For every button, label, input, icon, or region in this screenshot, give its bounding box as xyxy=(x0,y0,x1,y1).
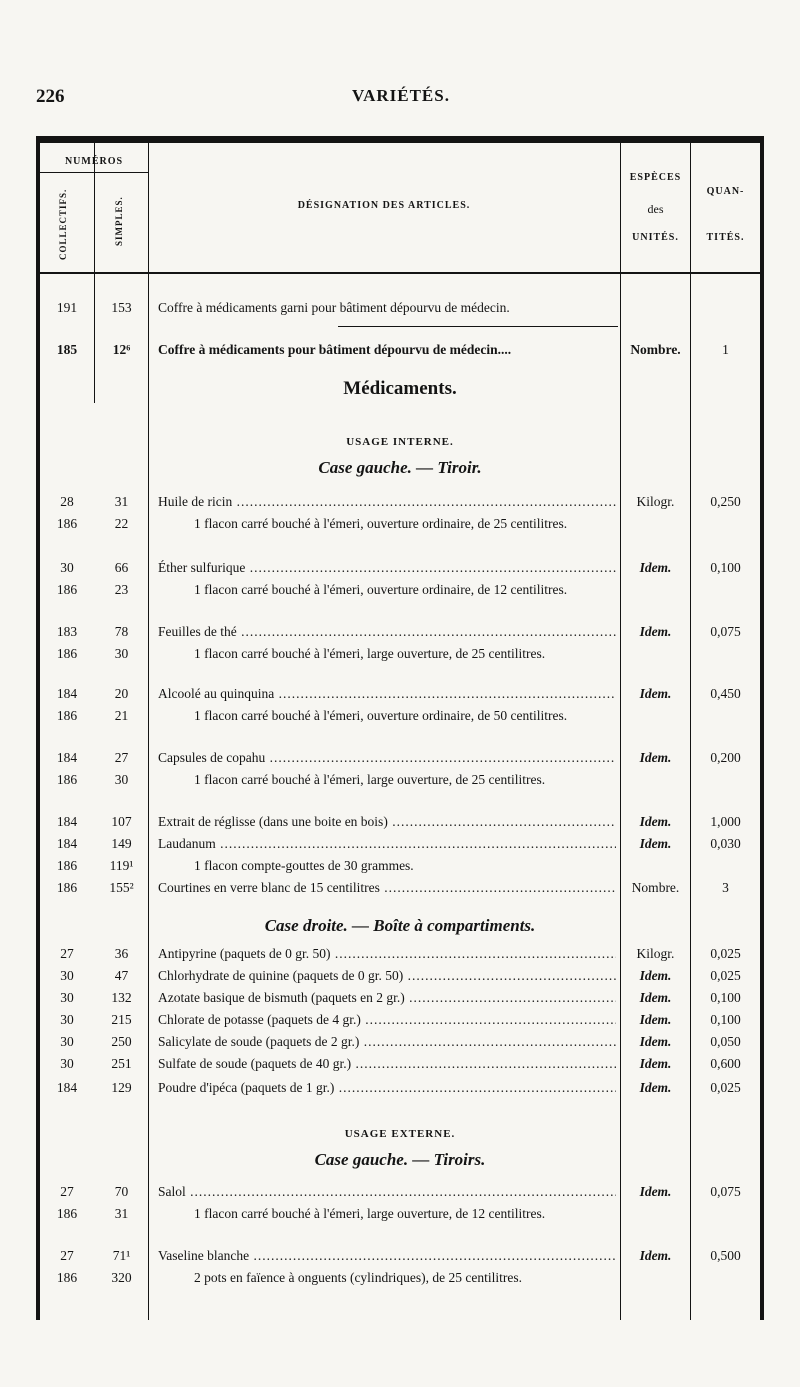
collectif-number: 28 xyxy=(60,494,74,509)
collectif-number: 27 xyxy=(60,1184,74,1199)
designation: 1 flacon carré bouché à l'émeri, ouverture ordinaire, de 25 centilitres. xyxy=(194,516,568,531)
quantite: 0,025 xyxy=(710,1080,741,1095)
espece: Idem. xyxy=(639,968,672,983)
simple-number: 30 xyxy=(114,772,129,787)
page-number: 226 xyxy=(36,86,65,107)
header-bottom-rule xyxy=(40,272,760,274)
simple-number: 107 xyxy=(111,814,132,829)
quantite: 0,450 xyxy=(710,686,741,701)
designation: Azotate basique de bismuth (paquets en 2 gr.) ..... xyxy=(158,990,616,1006)
collectif-number: 30 xyxy=(60,1034,74,1049)
simple-number: 21 xyxy=(114,708,129,723)
page-header xyxy=(36,86,766,112)
header-simples: SIMPLES. xyxy=(114,196,124,246)
simple-number: 71¹ xyxy=(112,1248,131,1263)
quantite: 0,600 xyxy=(710,1056,741,1071)
designation: Alcoolé au quinquina ..... xyxy=(158,686,616,702)
designation: Salol ..... xyxy=(158,1184,616,1200)
quantite: 0,250 xyxy=(710,494,741,509)
quantite: 0,100 xyxy=(710,990,741,1005)
espece: Idem. xyxy=(639,686,672,701)
designation: Coffre à médicaments pour bâtiment dépourvu de médecin.... xyxy=(158,342,512,357)
designation: 1 flacon carré bouché à l'émeri, large ouverture, de 25 centilitres. xyxy=(194,646,546,661)
espece: Kilogr. xyxy=(636,494,675,509)
simple-number: 153 xyxy=(111,300,132,315)
simple-number: 215 xyxy=(111,1012,132,1027)
table-top-rule xyxy=(36,136,764,143)
designation: Poudre d'ipéca (paquets de 1 gr.) ..... xyxy=(158,1080,616,1096)
espece: Idem. xyxy=(639,624,672,639)
header-numeros: NUMÉROS xyxy=(64,156,124,167)
collectif-number: 186 xyxy=(56,1270,78,1285)
designation: 2 pots en faïence à onguents (cylindriques), de 25 centilitres. xyxy=(194,1270,523,1285)
espece: Idem. xyxy=(639,836,672,851)
simple-number: 149 xyxy=(111,836,132,851)
designation: Antipyrine (paquets de 0 gr. 50) ..... xyxy=(158,946,616,962)
collectif-number: 30 xyxy=(60,560,74,575)
designation: Chlorhydrate de quinine (paquets de 0 gr. 50) ..... xyxy=(158,968,616,984)
collectif-number: 186 xyxy=(56,1206,78,1221)
quantite: 3 xyxy=(722,880,729,895)
simple-number: 251 xyxy=(111,1056,132,1071)
espece: Nombre. xyxy=(630,342,681,357)
collectif-number: 184 xyxy=(56,1080,78,1095)
simple-number: 78 xyxy=(114,624,129,639)
collectif-number: 191 xyxy=(56,300,78,315)
collectif-number: 186 xyxy=(56,582,78,597)
simple-number: 36 xyxy=(114,946,129,961)
section-case-gauche-tiroir: Case gauche. — Tiroir. xyxy=(318,458,482,477)
quantite: 0,100 xyxy=(710,560,741,575)
designation: 1 flacon carré bouché à l'émeri, ouverture ordinaire, de 12 centilitres. xyxy=(194,582,568,597)
quantite: 0,025 xyxy=(710,968,741,983)
designation: 1 flacon carré bouché à l'émeri, large ouverture, de 25 centilitres. xyxy=(194,772,546,787)
simple-number: 320 xyxy=(111,1270,132,1285)
collectif-number: 184 xyxy=(56,750,78,765)
espece: Idem. xyxy=(639,814,672,829)
section-case-gauche-tiroirs: Case gauche. — Tiroirs. xyxy=(314,1150,486,1169)
collectif-number: 186 xyxy=(56,880,78,895)
section-case-droite: Case droite. — Boîte à compartiments. xyxy=(264,916,536,935)
simple-number: 132 xyxy=(111,990,132,1005)
espece: Idem. xyxy=(639,1056,672,1071)
simple-number: 47 xyxy=(114,968,129,983)
designation: Coffre à médicaments garni pour bâtiment dépourvu de médecin. xyxy=(158,300,510,315)
espece: Idem. xyxy=(639,560,672,575)
espece: Idem. xyxy=(639,1034,672,1049)
quantite: 1 xyxy=(722,342,729,357)
collectif-number: 27 xyxy=(60,946,74,961)
simple-number: 30 xyxy=(114,646,129,661)
table-right-rule xyxy=(760,136,764,1320)
designation: Extrait de réglisse (dans une boite en bois) ..... xyxy=(158,814,616,830)
espece: Idem. xyxy=(639,1080,672,1095)
collectif-number: 186 xyxy=(56,708,78,723)
designation: Sulfate de soude (paquets de 40 gr.) ..... xyxy=(158,1056,616,1072)
collectif-number: 30 xyxy=(60,968,74,983)
header-unites: UNITÉS. xyxy=(632,232,679,243)
designation: 1 flacon compte-gouttes de 30 grammes. xyxy=(194,858,414,873)
designation: Éther sulfurique ..... xyxy=(158,560,616,576)
espece: Idem. xyxy=(639,750,672,765)
collectif-number: 186 xyxy=(56,516,78,531)
simple-number: 66 xyxy=(114,560,129,575)
espece: Idem. xyxy=(639,1012,672,1027)
simple-number: 23 xyxy=(114,582,129,597)
simple-number: 250 xyxy=(111,1034,132,1049)
collectif-number: 186 xyxy=(56,772,78,787)
collectif-number: 30 xyxy=(60,990,74,1005)
designation: Feuilles de thé ..... xyxy=(158,624,616,640)
espece: Idem. xyxy=(639,990,672,1005)
designation: 1 flacon carré bouché à l'émeri, ouverture ordinaire, de 50 centilitres. xyxy=(194,708,568,723)
running-head: VARIÉTÉS. xyxy=(352,86,450,105)
header-quantites: QUAN- xyxy=(706,186,745,197)
designation: Capsules de copahu ..... xyxy=(158,750,616,766)
col-divider xyxy=(690,143,691,1320)
designation: Chlorate de potasse (paquets de 4 gr.) ..... xyxy=(158,1012,616,1028)
espece: Idem. xyxy=(639,1248,672,1263)
simple-number: 27 xyxy=(114,750,129,765)
collectif-number: 185 xyxy=(56,342,78,357)
quantite: 0,025 xyxy=(710,946,741,961)
collectif-number: 184 xyxy=(56,836,78,851)
quantite: 0,075 xyxy=(710,624,741,639)
simple-number: 22 xyxy=(114,516,129,531)
quantite: 0,075 xyxy=(710,1184,741,1199)
simple-number: 12⁶ xyxy=(112,342,131,357)
collectif-number: 30 xyxy=(60,1012,74,1027)
quantite: 0,030 xyxy=(710,836,741,851)
collectif-number: 183 xyxy=(56,624,78,639)
section-usage-interne: USAGE INTERNE. xyxy=(346,436,454,448)
collectif-number: 186 xyxy=(56,646,78,661)
simple-number: 70 xyxy=(114,1184,129,1199)
collectif-number: 30 xyxy=(60,1056,74,1071)
simple-number: 31 xyxy=(114,494,129,509)
designation: Laudanum ..... xyxy=(158,836,616,852)
espece: Nombre. xyxy=(631,880,680,895)
section-usage-externe: USAGE EXTERNE. xyxy=(344,1128,456,1140)
simple-number: 155² xyxy=(109,880,134,895)
section-medicaments: Médicaments. xyxy=(343,378,457,399)
simple-number: 129 xyxy=(111,1080,132,1095)
collectif-number: 27 xyxy=(60,1248,74,1263)
header-designation: DÉSIGNATION DES ARTICLES. xyxy=(297,200,471,211)
designation: 1 flacon carré bouché à l'émeri, large ouverture, de 12 centilitres. xyxy=(194,1206,546,1221)
designation: Huile de ricin ..... xyxy=(158,494,616,510)
header-especes: ESPÈCES xyxy=(629,172,682,183)
espece: Idem. xyxy=(639,1184,672,1199)
entry-separator xyxy=(338,326,618,327)
collectif-number: 184 xyxy=(56,814,78,829)
designation: Vaseline blanche ..... xyxy=(158,1248,616,1264)
designation: Courtines en verre blanc de 15 centilitres ..... xyxy=(158,880,616,896)
col-divider xyxy=(620,143,621,1320)
quantite: 0,100 xyxy=(710,1012,741,1027)
espece: Kilogr. xyxy=(636,946,675,961)
quantite: 1,000 xyxy=(710,814,741,829)
simple-number: 20 xyxy=(114,686,129,701)
col-divider xyxy=(148,143,149,1320)
collectif-number: 184 xyxy=(56,686,78,701)
numeros-rule xyxy=(40,172,148,173)
simple-number: 31 xyxy=(114,1206,129,1221)
header-collectifs: COLLECTIFS. xyxy=(58,188,68,260)
quantite: 0,200 xyxy=(710,750,741,765)
simple-number: 119¹ xyxy=(109,858,134,873)
quantite: 0,050 xyxy=(710,1034,741,1049)
designation: Salicylate de soude (paquets de 2 gr.) ..... xyxy=(158,1034,616,1050)
collectif-number: 186 xyxy=(56,858,78,873)
header-especes-des: des xyxy=(647,202,664,216)
header-quantites-end: TITÉS. xyxy=(706,232,745,243)
quantite: 0,500 xyxy=(710,1248,741,1263)
